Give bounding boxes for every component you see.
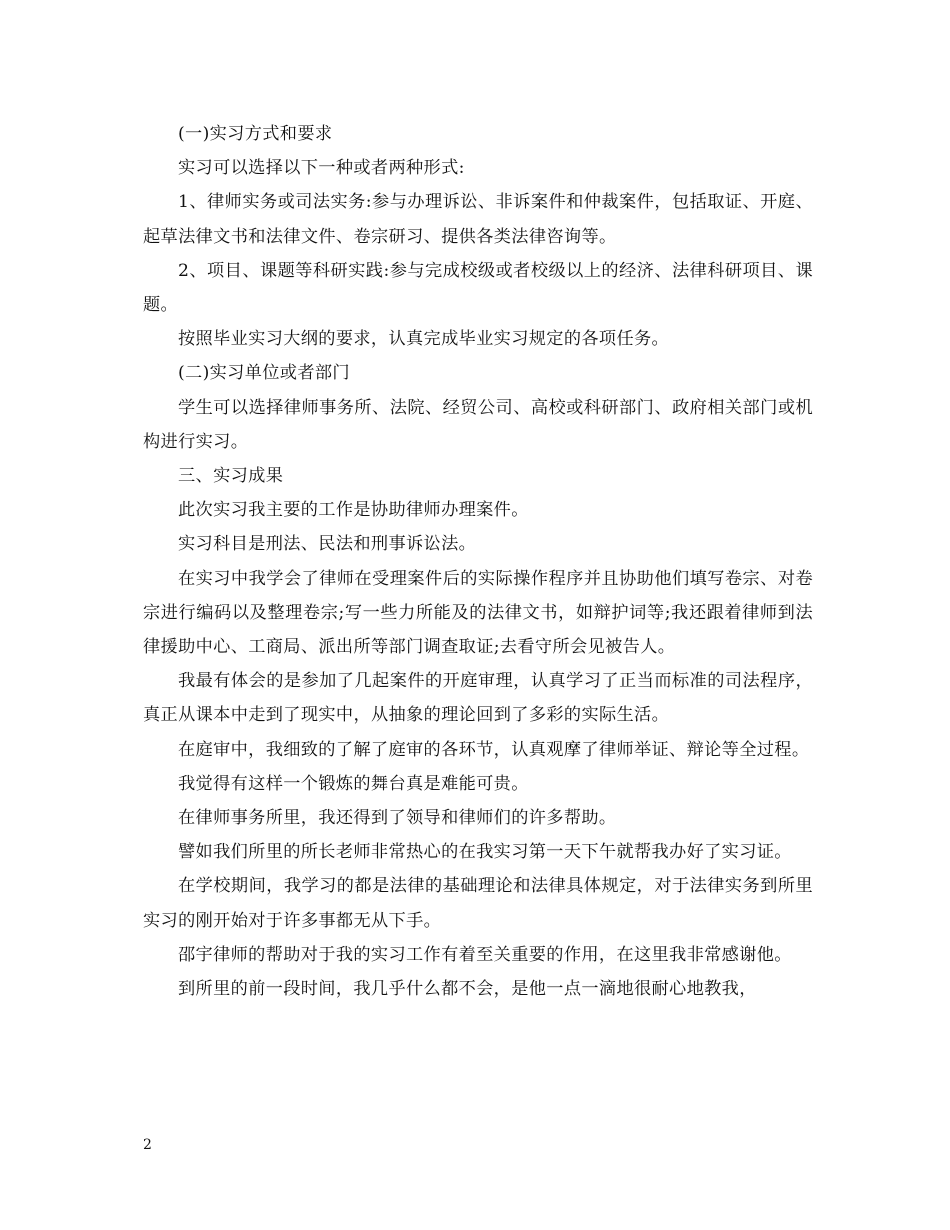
paragraph: 邵宇律师的帮助对于我的实习工作有着至关重要的作用，在这里我非常感谢他。 [178, 944, 792, 965]
paragraph: 实习可以选择以下一种或者两种形式: [178, 158, 465, 179]
section-heading-internship-results: 三、实习成果 [178, 466, 284, 487]
paragraph: 譬如我们所里的所长老师非常热心的在我实习第一天下午就帮我办好了实习证。 [178, 842, 792, 863]
paragraph: 在实习中我学会了律师在受理案件后的实际操作程序并且协助他们填写卷宗、对卷宗进行编码以及整理卷宗;写一些力所能及的法律文书，如辩护词等;我还跟着律师到法律援助中心、工商局、派出所等部门调查取证;去看守所会见被告人。 [143, 568, 813, 658]
paragraph: 实习科目是刑法、民法和刑事诉讼法。 [178, 534, 477, 555]
document-body [143, 117, 813, 1006]
paragraph: 在学校期间，我学习的都是法律的基础理论和法律具体规定，对于法律实务到所里实习的刚开始对于许多事都无从下手。 [143, 876, 813, 931]
paragraph: 在庭审中，我细致的了解了庭审的各环节，认真观摩了律师举证、辩论等全过程。 [178, 739, 810, 760]
paragraph: 我最有体会的是参加了几起案件的开庭审理，认真学习了正当而标准的司法程序，真正从课本中走到了现实中，从抽象的理论回到了多彩的实际生活。 [143, 671, 813, 726]
paragraph: 在律师事务所里，我还得到了领导和律师们的许多帮助。 [178, 808, 617, 829]
paragraph: 2、项目、课题等科研实践:参与完成校级或者校级以上的经济、法律科研项目、课题。 [143, 260, 813, 316]
section-heading-internship-unit: (二)实习单位或者部门 [178, 363, 350, 384]
paragraph: 学生可以选择律师事务所、法院、经贸公司、高校或科研部门、政府相关部门或机构进行实习。 [143, 397, 813, 452]
paragraph: 1、律师实务或司法实务:参与办理诉讼、非诉案件和仲裁案件，包括取证、开庭、起草法律文书和法律文件、卷宗研习、提供各类法律咨询等。 [143, 192, 813, 247]
section-heading-internship-method: (一)实习方式和要求 [178, 124, 333, 144]
paragraph: 我觉得有这样一个锻炼的舞台真是难能可贵。 [178, 773, 529, 794]
paragraph: 此次实习我主要的工作是协助律师办理案件。 [178, 500, 529, 521]
paragraph: 到所里的前一段时间，我几乎什么都不会，是他一点一滴地很耐心地教我， [178, 979, 757, 1000]
page-number: 2 [143, 1137, 152, 1153]
paragraph: 按照毕业实习大纲的要求，认真完成毕业实习规定的各项任务。 [178, 329, 670, 350]
